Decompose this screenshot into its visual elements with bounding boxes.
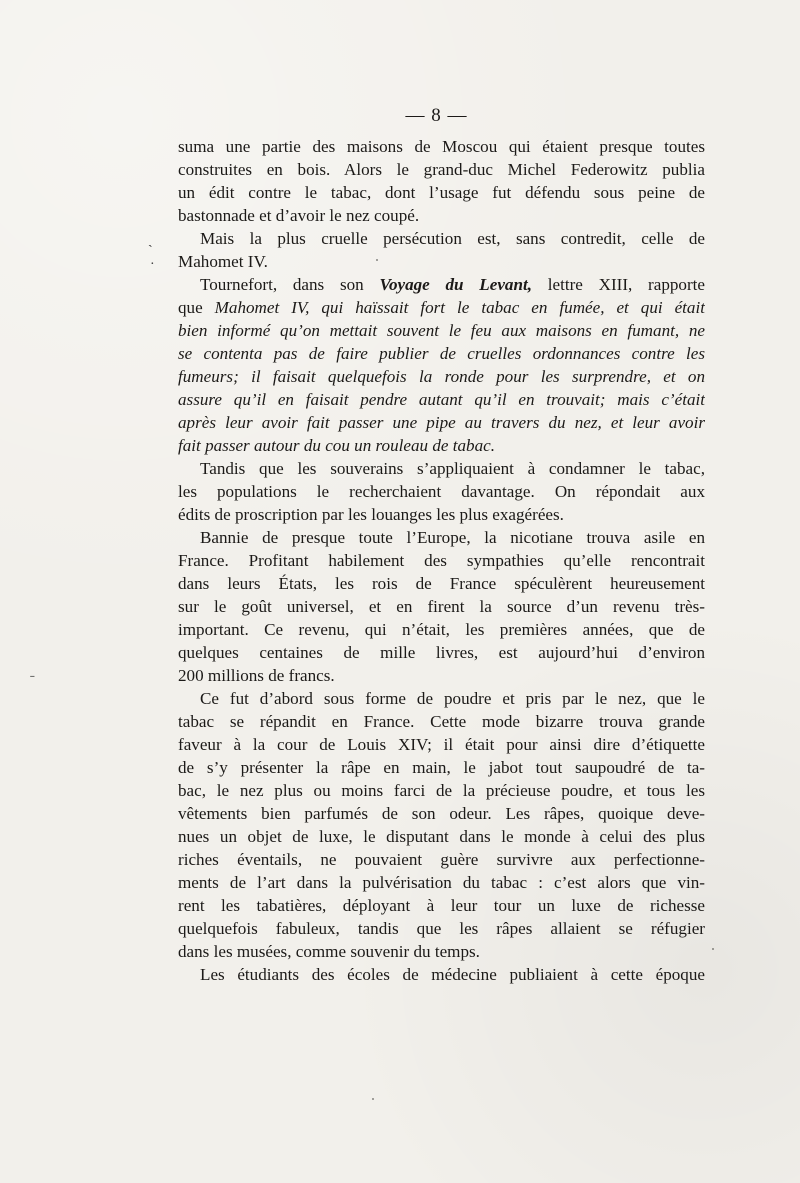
text-segment: France. Profitant habilement des sympathies qu’elle rencontrait	[178, 551, 705, 570]
text-segment: Ce fut d’abord sous forme de poudre et pris par le nez, que le	[200, 689, 705, 708]
text-segment: Mais la plus cruelle persécution est, sans contredit, celle de	[200, 229, 705, 248]
text-line	[178, 917, 705, 940]
text-line	[178, 204, 705, 227]
text-line	[178, 549, 705, 572]
text-line	[178, 710, 705, 733]
text-segment: Mahomet IV.	[178, 252, 268, 271]
text-segment: suma une partie des maisons de Moscou qui étaient presque toutes	[178, 137, 705, 156]
text-line	[178, 227, 705, 250]
text-line	[178, 733, 705, 756]
text-segment: édits de proscription par les louanges les plus exagérées.	[178, 505, 564, 524]
text-line	[178, 273, 705, 296]
text-line	[178, 940, 705, 963]
margin-mark: ·	[150, 257, 155, 272]
margin-mark: ˗	[30, 668, 35, 683]
text-line	[178, 365, 705, 388]
text-line	[178, 756, 705, 779]
page-number: — 8 —	[405, 105, 468, 126]
text-line	[178, 526, 705, 549]
text-line	[178, 342, 705, 365]
text-line	[178, 825, 705, 848]
text-segment: Mahomet IV, qui haïssait fort le tabac en fumée, et qui était	[214, 298, 705, 317]
text-segment: de s’y présenter la râpe en main, le jabot tout saupoudré de ta-	[178, 758, 705, 777]
text-segment: rent les tabatières, déployant à leur tour un luxe de richesse	[178, 896, 705, 915]
text-segment: riches éventails, ne pouvaient guère survivre aux perfectionne-	[178, 850, 705, 869]
text-segment: fumeurs; il faisait quelquefois la ronde pour les surprendre, et on	[178, 367, 705, 386]
text-segment: construites en bois. Alors le grand-duc Michel Federowitz publia	[178, 160, 705, 179]
text-line	[178, 687, 705, 710]
text-line	[178, 618, 705, 641]
body-text	[178, 135, 705, 986]
text-segment: Tournefort, dans son	[200, 275, 380, 294]
text-line	[178, 848, 705, 871]
text-line	[178, 802, 705, 825]
text-segment: se contenta pas de faire publier de cruelles ordonnances contre les	[178, 344, 705, 363]
text-line	[178, 434, 705, 457]
ink-speck	[376, 259, 378, 261]
text-segment: tabac se répandit en France. Cette mode bizarre trouva grande	[178, 712, 705, 731]
text-segment: dans les musées, comme souvenir du temps.	[178, 942, 480, 961]
text-line	[178, 296, 705, 319]
text-segment: dans leurs États, les rois de France spéculèrent heureusement	[178, 574, 705, 593]
text-line	[178, 135, 705, 158]
text-segment: bien informé qu’on mettait souvent le feu aux maisons en fumant, ne	[178, 321, 705, 340]
text-segment: assure qu’il en faisait pendre autant qu’il en trouvait; mais c’était	[178, 390, 705, 409]
text-segment: après leur avoir fait passer une pipe au travers du nez, et leur avoir	[178, 413, 705, 432]
text-segment: faveur à la cour de Louis XIV; il était pour ainsi dire d’étiquette	[178, 735, 705, 754]
text-line	[178, 319, 705, 342]
text-segment: Voyage du Levant,	[379, 275, 532, 294]
text-segment: fait passer autour du cou un rouleau de tabac.	[178, 436, 496, 455]
text-line	[178, 871, 705, 894]
text-segment: Bannie de presque toute l’Europe, la nicotiane trouva asile en	[200, 528, 705, 547]
text-line	[178, 480, 705, 503]
text-segment: ments de l’art dans la pulvérisation du tabac : c’est alors que vin-	[178, 873, 705, 892]
text-segment: sur le goût universel, et en firent la source d’un revenu très-	[178, 597, 705, 616]
text-line	[178, 664, 705, 687]
ink-speck	[372, 1098, 374, 1100]
text-segment: bac, le nez plus ou moins farci de la précieuse poudre, et tous les	[178, 781, 705, 800]
text-segment: quelques centaines de mille livres, est aujourd’hui d’environ	[178, 643, 705, 662]
text-segment: quelquefois fabuleux, tandis que les râpes allaient se réfugier	[178, 919, 705, 938]
text-line	[178, 457, 705, 480]
text-line	[178, 963, 705, 986]
text-line	[178, 503, 705, 526]
text-segment: vêtements bien parfumés de son odeur. Les râpes, quoique deve-	[178, 804, 705, 823]
text-segment: lettre XIII, rapporte	[532, 275, 705, 294]
text-segment: bastonnade et d’avoir le nez coupé.	[178, 206, 420, 225]
text-segment: 200 millions de francs.	[178, 666, 335, 685]
text-line	[178, 595, 705, 618]
text-segment: que	[178, 298, 215, 317]
text-line	[178, 894, 705, 917]
text-segment: nues un objet de luxe, le disputant dans le monde à celui des plus	[178, 827, 705, 846]
text-segment: Tandis que les souverains s’appliquaient à condamner le tabac,	[200, 459, 705, 478]
text-line	[178, 572, 705, 595]
ink-speck	[712, 948, 714, 950]
text-line	[178, 779, 705, 802]
text-segment: un édit contre le tabac, dont l’usage fut défendu sous peine de	[178, 183, 705, 202]
text-line	[178, 181, 705, 204]
text-line	[178, 411, 705, 434]
text-line	[178, 641, 705, 664]
text-segment: Les étudiants des écoles de médecine publiaient à cette époque	[200, 965, 705, 984]
text-segment: les populations le recherchaient davantage. On répondait aux	[178, 482, 705, 501]
margin-mark: ˏ	[148, 233, 153, 248]
text-line	[178, 388, 705, 411]
text-segment: important. Ce revenu, qui n’était, les premières années, que de	[178, 620, 705, 639]
text-line	[178, 250, 705, 273]
text-line	[178, 158, 705, 181]
